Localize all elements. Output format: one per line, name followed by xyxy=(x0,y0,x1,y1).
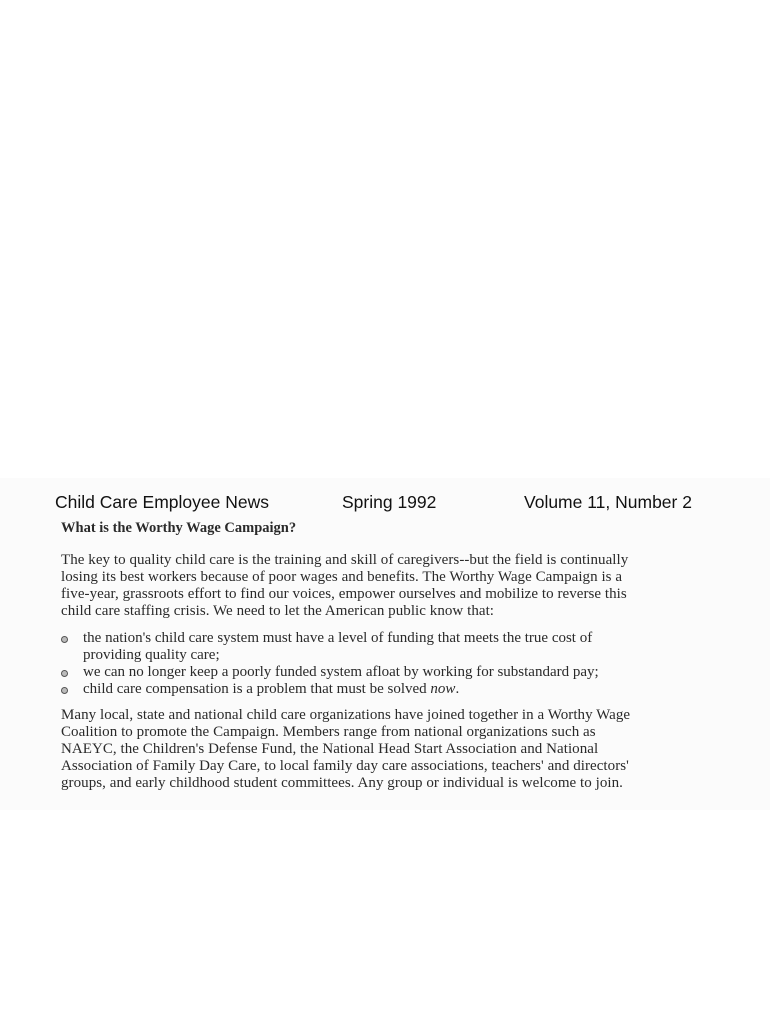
volume-number: Volume 11, Number 2 xyxy=(524,492,692,512)
article-headline: What is the Worthy Wage Campaign? xyxy=(61,520,297,536)
paragraph-line: groups, and early childhood student committees. Any group or individual is welcome to join. xyxy=(61,775,623,791)
bullet-list xyxy=(61,630,721,698)
paragraph-line: Many local, state and national child care organizations have joined together in a Worthy Wage xyxy=(61,707,631,723)
list-item-line xyxy=(83,681,721,698)
publication-name: Child Care Employee News xyxy=(55,492,269,512)
issue-date: Spring 1992 xyxy=(342,492,437,512)
bullet-icon xyxy=(61,670,68,677)
list-item-line: we can no longer keep a poorly funded system afloat by working for substandard pay; xyxy=(83,664,599,680)
paragraph-line: Coalition to promote the Campaign. Members range from national organizations such as xyxy=(61,724,596,740)
list-item-text: child care compensation is a problem that must be solved xyxy=(83,681,431,697)
paragraph-line: losing its best workers because of poor wages and benefits. The Worthy Wage Campaign is a xyxy=(61,569,623,585)
closing-paragraph xyxy=(61,707,721,792)
list-item-line: providing quality care; xyxy=(83,647,220,663)
list-item-line: the nation's child care system must have a level of funding that meets the true cost of xyxy=(83,630,593,646)
list-item xyxy=(61,664,721,681)
paragraph-line: Association of Family Day Care, to local family day care associations, teachers' and directors' xyxy=(61,758,629,774)
paragraph-line: five-year, grassroots effort to find our voices, empower ourselves and mobilize to reverse this xyxy=(61,586,627,602)
bullet-icon xyxy=(61,687,68,694)
list-item xyxy=(61,630,721,664)
intro-paragraph xyxy=(61,552,721,620)
paragraph-line: NAEYC, the Children's Defense Fund, the National Head Start Association and National xyxy=(61,741,599,757)
list-item-punctuation: . xyxy=(455,681,460,697)
paragraph-line: child care staffing crisis. We need to let the American public know that: xyxy=(61,603,495,619)
emphasis-text: now xyxy=(430,681,456,697)
bullet-icon xyxy=(61,636,68,643)
article xyxy=(61,519,721,792)
paragraph-line: The key to quality child care is the training and skill of caregivers--but the field is continually xyxy=(61,552,629,568)
list-item xyxy=(61,681,721,698)
